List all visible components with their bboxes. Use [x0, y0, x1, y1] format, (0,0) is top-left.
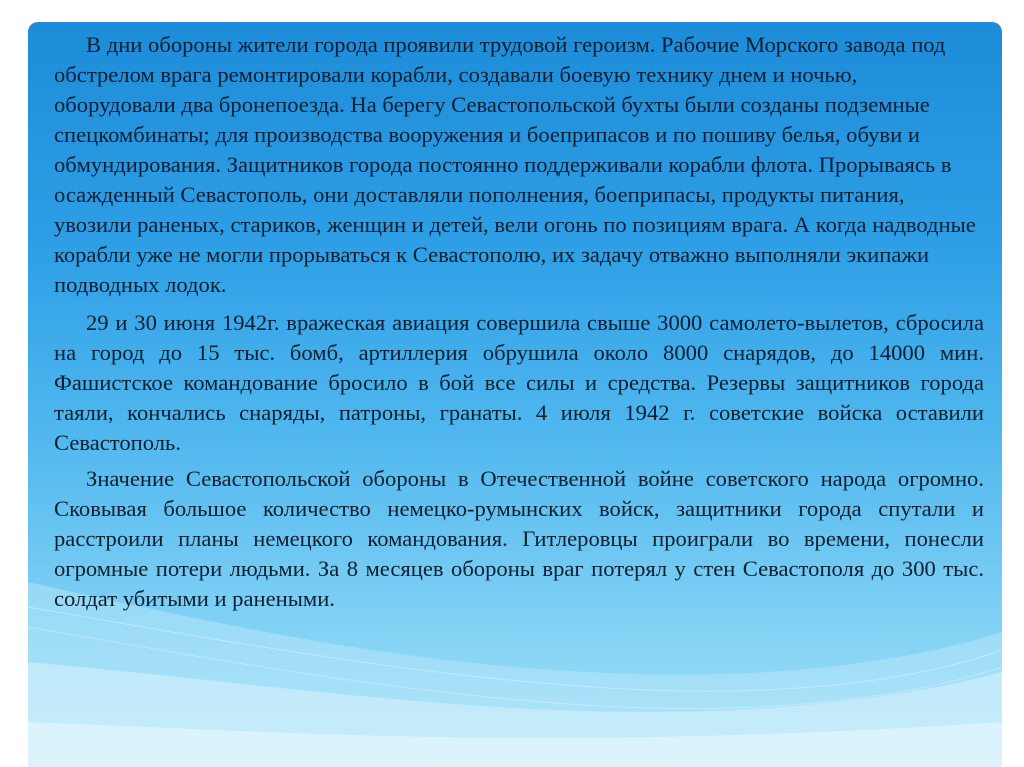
paragraph-1: В дни обороны жители города проявили трудовой героизм. Рабочие Морского завода под обстрелом врага ремонтировали корабли, создавали боевую технику днем и ночью, оборудовали два бронепоезда. На берегу Севастопольской бухты были созданы подземные спецкомбинаты; для производства вооружения и боеприпасов и по пошиву белья, обуви и обмундирования. Защитников города постоянно поддерживали корабли флота. Прорываясь в осажденный Севастополь, они доставляли пополнения, боеприпасы, продукты питания, увозили раненых, стариков, женщин и детей, вели огонь по позициям врага. А когда надводные корабли уже не могли прорываться к Севастополю, их задачу отважно выполняли экипажи подводных лодок. — [54, 32, 976, 297]
paragraph-3: Значение Севастопольской обороны в Отечественной войне советского народа огромно. Сковывая большое количество немецко-румынских войск, защитники города спутали и расстроили планы немецкого командования. Гитлеровцы проиграли во времени, понесли огромные потери людьми. За 8 месяцев обороны враг потерял у стен Севастополя до 300 тыс. солдат убитыми и ранеными. — [54, 466, 984, 611]
paragraph-2: 29 и 30 июня 1942г. вражеская авиация совершила свыше 3000 самолето-вылетов, сбросила на город до 15 тыс. бомб, артиллерия обрушила около 8000 снарядов, до 14000 мин. Фашистское командование бросило в бой все силы и средства. Резервы защитников города таяли, кончались снаряды, патроны, гранаты. 4 июля 1942 г. советские войска оставили Севастополь. — [54, 310, 984, 455]
slide-content — [54, 30, 984, 616]
text-panel — [28, 22, 1002, 767]
